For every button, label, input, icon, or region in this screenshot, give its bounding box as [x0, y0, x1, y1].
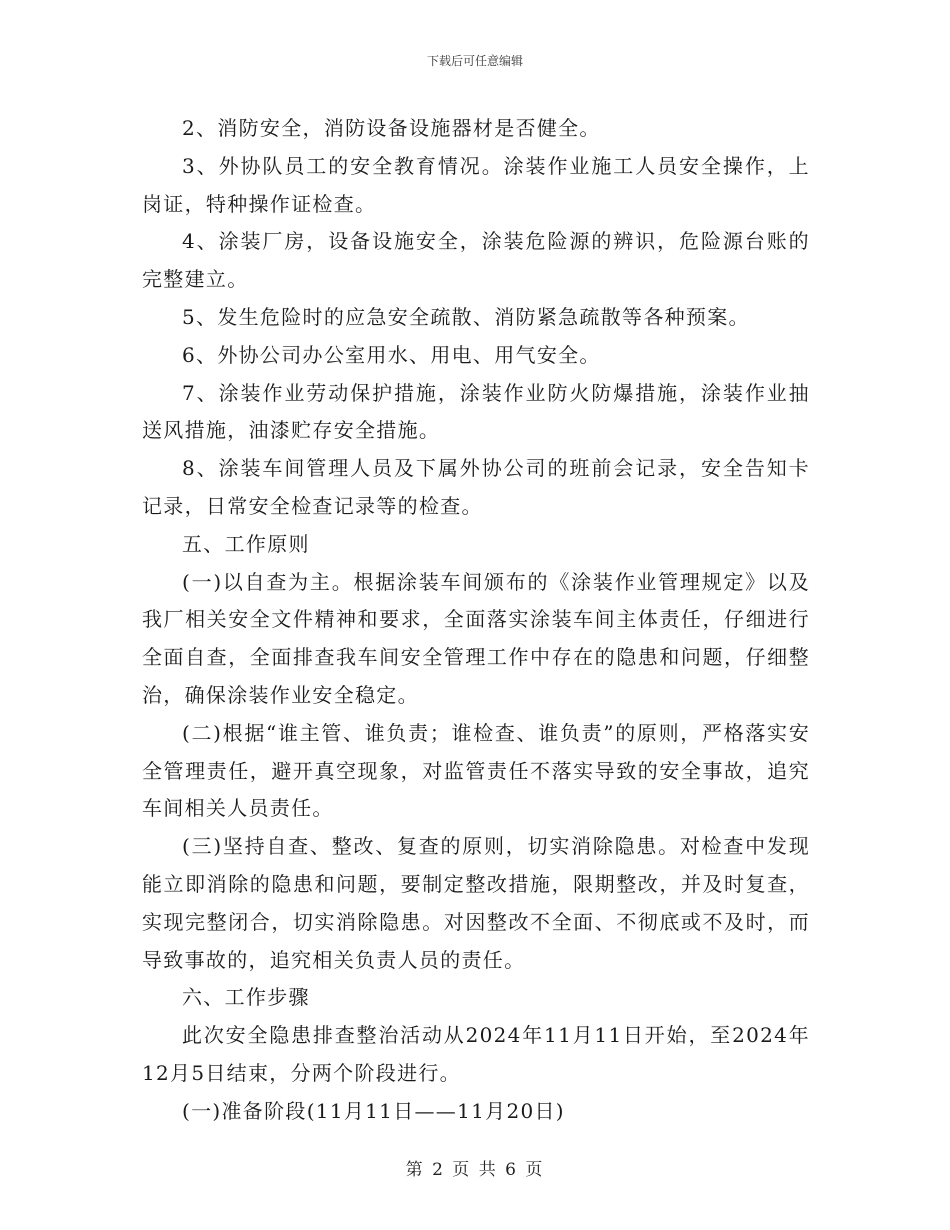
paragraph-item-6: 6、外协公司办公室用水、用电、用气安全。 — [182, 342, 601, 367]
document-body — [142, 110, 810, 1131]
paragraph-item-4: 4、涂装厂房，设备设施安全，涂装危险源的辨识，危险源台账的完整建立。 — [142, 229, 810, 292]
page-header: 下载后可任意编辑 — [426, 54, 523, 68]
principle-2-paragraph: (二)根据“谁主管、谁负责；谁检查、谁负责”的原则，严格落实安全管理责任，避开真空现象，对监管责任不落实导致的安全事故，追究车间相关人员责任。 — [142, 720, 810, 821]
principle-1-paragraph: (一)以自查为主。根据涂装车间颁布的《涂装作业管理规定》以及我厂相关安全文件精神和要求，全面落实涂装车间主体责任，仔细进行全面自查，全面排查我车间安全管理工作中存在的隐患和问题，仔细整治，确保涂装作业安全稳定。 — [142, 569, 810, 707]
paragraph-item-2: 2、消防安全，消防设备设施器材是否健全。 — [182, 116, 601, 140]
page-number-footer: 第 2 页 共 6 页 — [405, 1160, 545, 1180]
section-heading-work-principles: 五、工作原则 — [182, 531, 310, 556]
paragraph-item-7: 7、涂装作业劳动保护措施，涂装作业防火防爆措施，涂装作业抽送风措施，油漆贮存安全措施。 — [142, 380, 810, 443]
section-heading-work-steps: 六、工作步骤 — [182, 985, 310, 1010]
paragraph-item-5: 5、发生危险时的应急安全疏散、消防紧急疏散等各种预案。 — [182, 304, 750, 329]
preparation-stage-heading: (一)准备阶段(11月11日——11月20日) — [182, 1098, 565, 1123]
paragraph-item-8: 8、涂装车间管理人员及下属外协公司的班前会记录，安全告知卡记录，日常安全检查记录等的检查。 — [142, 456, 810, 518]
principle-3-paragraph: (三)坚持自查、整改、复查的原则，切实消除隐患。对检查中发现能立即消除的隐患和问题，要制定整改措施，限期整改，并及时复查，实现完整闭合，切实消除隐患。对因整改不全面、不彻底或不及时，而导致事故的，追究相关负责人员的责任。 — [142, 834, 810, 972]
paragraph-item-3: 3、外协队员工的安全教育情况。涂装作业施工人员安全操作，上岗证，特种操作证检查。 — [142, 153, 810, 216]
activity-schedule-paragraph: 此次安全隐患排查整治活动从2024年11月11日开始，至2024年12月5日结束，分两个阶段进行。 — [142, 1023, 810, 1085]
